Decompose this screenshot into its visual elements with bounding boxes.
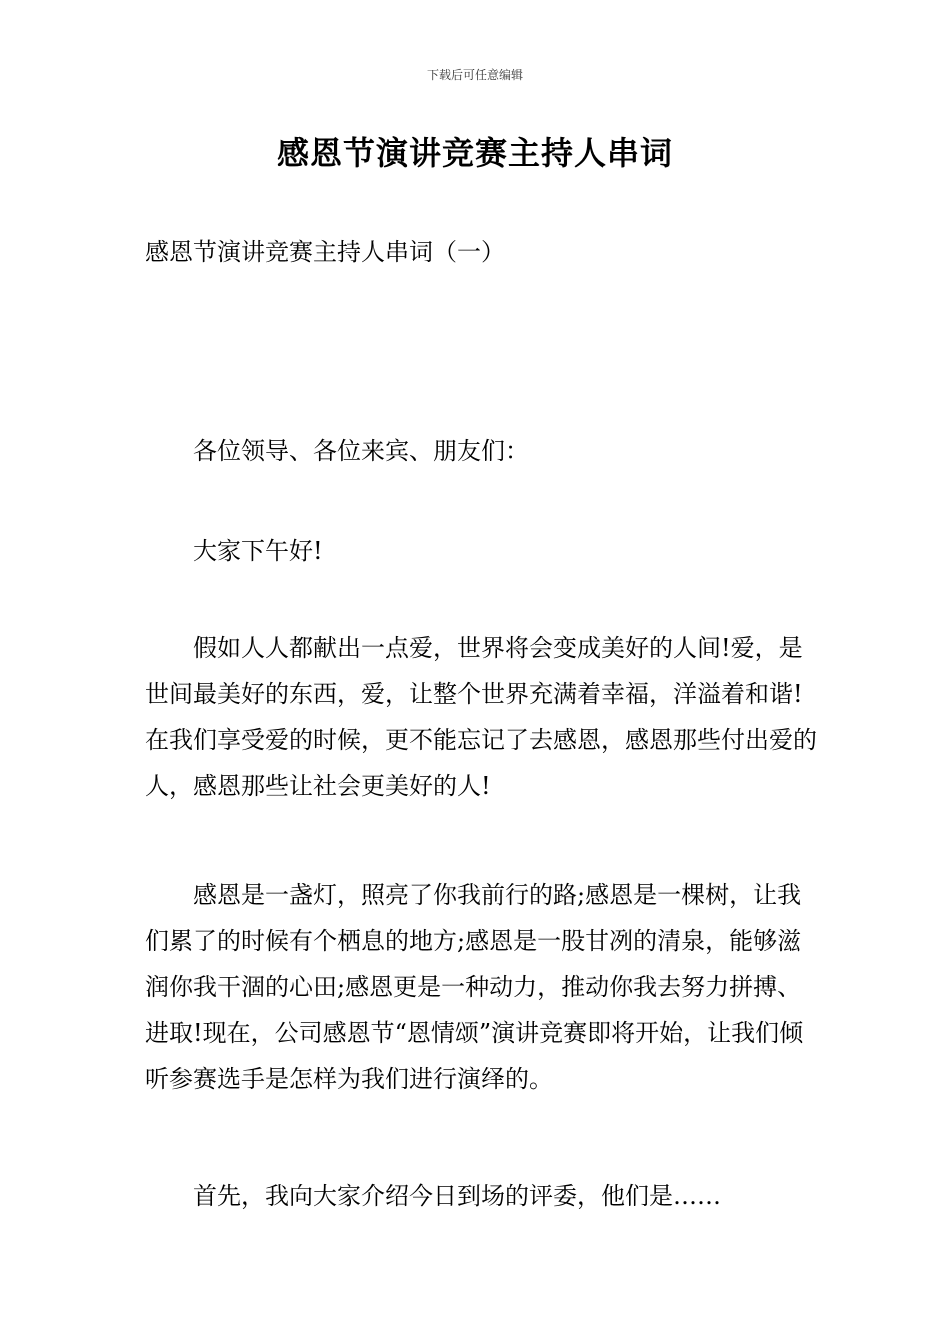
paragraph-3 (145, 1173, 825, 1219)
paragraph-text: 感恩是一盏灯，照亮了你我前行的路;感恩是一棵树，让我们累了的时候有个栖息的地方;感恩是一股甘冽的清泉，能够滋润你我干涸的心田;感恩更是一种动力，推动你我去努力拼搏、进取!现在，公司感恩节“恩情颂”演讲竞赛即将开始，让我们倾听参赛选手是怎样为我们进行演绎的。 (145, 881, 804, 1093)
document-title: 感恩节演讲竞赛主持人串词 (276, 134, 673, 172)
paragraph-text: 各位领导、各位来宾、朋友们： (193, 437, 529, 465)
paragraph-text: 首先，我向大家介绍今日到场的评委，他们是…… (193, 1182, 721, 1210)
paragraph-2 (145, 872, 825, 1102)
header-note: 下载后可任意编辑 (426, 68, 523, 82)
paragraph-hello (145, 528, 825, 574)
paragraph-text: 大家下午好! (193, 537, 323, 565)
document-subtitle: 感恩节演讲竞赛主持人串词（一） (145, 238, 505, 266)
paragraph-greeting (145, 428, 825, 474)
paragraph-text: 假如人人都献出一点爱，世界将会变成美好的人间!爱，是世间最美好的东西，爱，让整个世界充满着幸福，洋溢着和谐!在我们享受爱的时候，更不能忘记了去感恩，感恩那些付出爱的人，感恩那些让社会更美好的人! (145, 634, 817, 800)
paragraph-1 (145, 625, 825, 809)
